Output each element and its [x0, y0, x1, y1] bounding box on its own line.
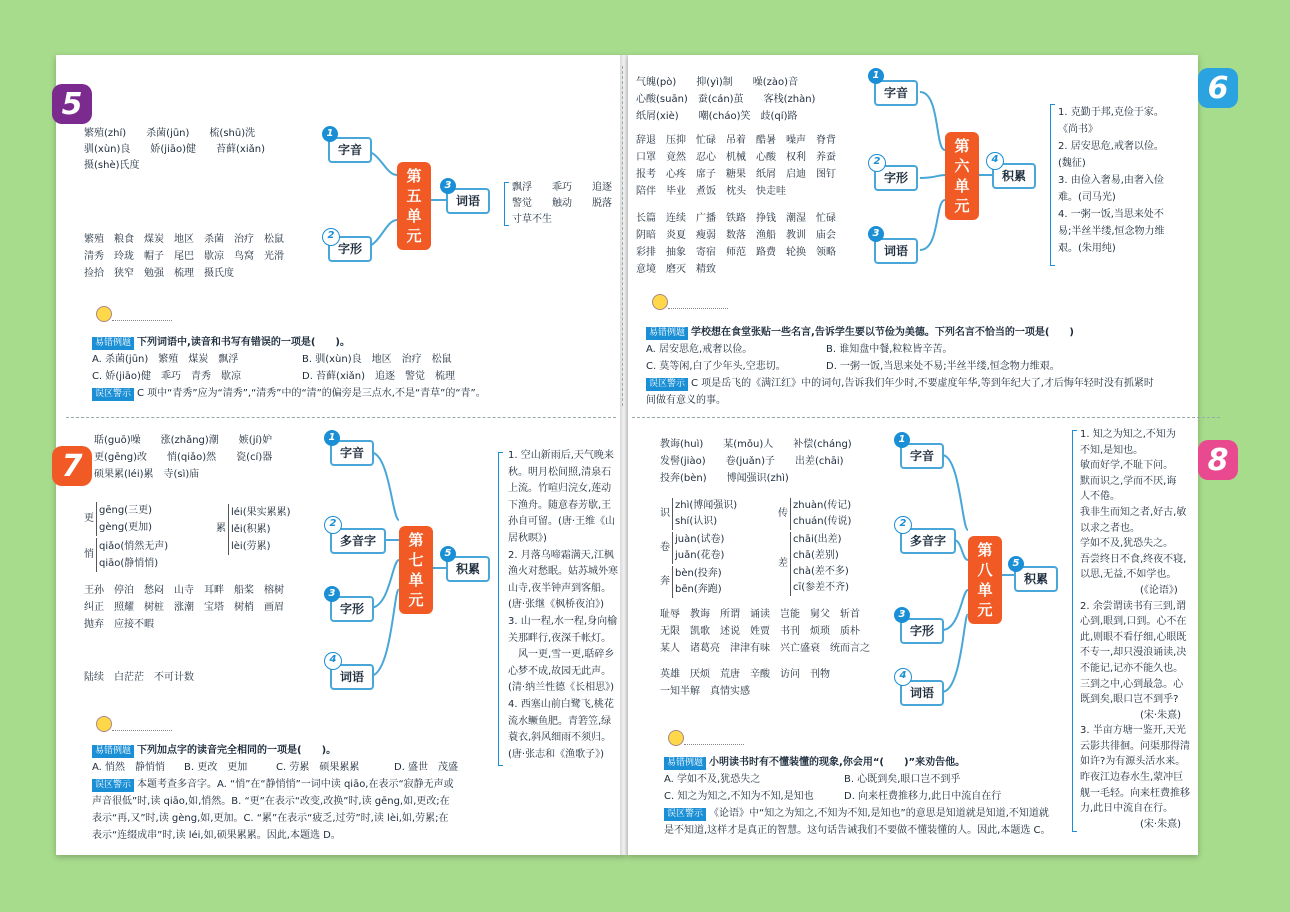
unit8-node-polyphone: 多音字 [900, 528, 956, 554]
badge-5: 5 [1008, 556, 1024, 572]
unit5-hub: 第五单元 [397, 162, 431, 250]
unit7-node-shape: 字形 [330, 596, 374, 622]
unit6-words-list: 长篇 连续 广播 铁路 挣钱 潮湿 忙碌 阴暗 炎夏 瘦弱 数落 渔船 教训 庙会 彩排 抽象 寄宿 师范 路费 轮换 领略 意境 磨灭 精致 [636, 213, 836, 275]
bracket [1050, 104, 1055, 266]
badge-1: 1 [324, 430, 340, 446]
wave-decoration [668, 302, 728, 309]
unit8-words-list: 英雄 厌烦 荒唐 辛酸 访问 刊物 一知半解 真情实感 [660, 669, 830, 697]
unit8-number: 8 [1198, 440, 1238, 480]
unit6-accumulation-text: 1. 克勤于邦,克俭于家。 《尚书》 2. 居安思危,戒奢以俭。 (魏征) 3. 由俭入奢易,由奢入俭 难。(司马光) 4. 一粥一饭,当思来处不 易;半丝半缕,恒念物力维 艰。(朱用纯) [1058, 107, 1165, 254]
badge-1: 1 [868, 68, 884, 84]
badge-1: 1 [322, 126, 338, 142]
bracket [498, 452, 503, 766]
unit8-polyphones-right: 传 zhuàn(传记) chuán(传说) 差 chāi(出差) chā(差别) chà(差不多) cī(参差不齐) [778, 498, 851, 596]
unit5-error-example: 易错例题 下列词语中,读音和书写有错误的一项是( )。 A. 杀菌(jūn) 繁殖 煤炭 飘浮 B. 驯(xùn)良 地区 治疗 松鼠 C. 娇(jiāo)健 乖巧 青秀 歇凉 D. 苔藓(xiǎn) 追逐 警觉 梳理 误区警示 C 项中“青秀”应为“清秀”,“清秀”中的“清”的偏旁是三点水,不是“青草”的“青”。 [92, 337, 486, 399]
unit6-shape-list: 辞退 压抑 忙碌 吊着 酷暑 噪声 脊背 口罩 竟然 忍心 机械 心酸 权利 养蚕 报考 心疼 席子 糖果 纸屑 启迪 图钉 陪伴 毕业 煮饭 枕头 快走哇 [636, 135, 836, 197]
divider [66, 417, 616, 418]
badge-2: 2 [324, 516, 342, 534]
unit5-node-pronunciation: 字音 [328, 137, 372, 163]
wave-decoration [112, 724, 172, 731]
badge-2: 2 [894, 516, 912, 534]
badge-3: 3 [324, 586, 340, 602]
unit8-polyphones-left: 识 zhì(博闻强识) shí(认识) 卷 juàn(试卷) juǎn(花卷) 奔 bèn(投奔) bēn(奔跑) [660, 498, 737, 598]
unit6-node-accumulation: 积累 [992, 163, 1036, 189]
unit5-number: 5 [52, 84, 92, 124]
unit8-hub: 第八单元 [968, 536, 1002, 624]
unit8-node-accumulation: 积累 [1014, 566, 1058, 592]
unit7-node-polyphone: 多音字 [330, 528, 386, 554]
unit6-node-shape: 字形 [874, 165, 918, 191]
badge-1: 1 [894, 432, 910, 448]
unit8-node-words: 词语 [900, 680, 944, 706]
unit5-pronunciation-list: 繁殖(zhí) 杀菌(jūn) 梳(shū)洗 驯(xùn)良 娇(jiāo)健 苔藓(xiǎn) 摄(shè)氏度 [84, 128, 265, 171]
unit6-error-example: 易错例题 学校想在食堂张贴一些名言,告诉学生要以节俭为美德。下列名言不恰当的一项是( ) A. 居安思危,戒奢以俭。 B. 谁知盘中餐,粒粒皆辛苦。 C. 莫等闲,白了少年头,空悲切。 D. 一粥一饭,当思来处不易;半丝半缕,恒念物力维艰。 误区警示 C 项是岳飞的《满江红》中的词句,告诉我们年少时,不要虚度年华,等到年纪大了,才后悔年轻时没有抓紧时 间做有意义的事。 [646, 327, 1154, 406]
badge-4: 4 [986, 152, 1004, 170]
badge-2: 2 [322, 228, 340, 246]
unit7-hub: 第七单元 [399, 526, 433, 614]
unit6-hub: 第六单元 [945, 132, 979, 220]
unit5-shape-list: 繁殖 粮食 煤炭 地区 杀菌 治疗 松鼠 清秀 玲珑 帽子 尾巴 歇凉 鸟窝 光滑 捡拾 狭窄 勉强 梳理 摄氏度 [84, 234, 284, 279]
unit7-node-words: 词语 [330, 664, 374, 690]
divider [632, 417, 1220, 418]
bracket [504, 182, 509, 226]
divider [622, 66, 623, 406]
badge-3: 3 [894, 607, 910, 623]
lightbulb-icon [96, 306, 112, 322]
unit6-pronunciation-list: 气魄(pò) 抑(yì)制 噪(zào)音 心酸(suān) 蚕(cán)茧 客栈(zhàn) 纸屑(xiè) 嘲(cháo)笑 歧(qí)路 [636, 77, 816, 122]
wave-decoration [684, 738, 744, 745]
unit7-polyphone-geng: 更 gēng(三更) gèng(更加) 悄 qiǎo(悄然无声) qiāo(静悄悄) [84, 502, 168, 572]
unit6-node-words: 词语 [874, 238, 918, 264]
unit7-polyphone-lei: 累 léi(果实累累) lěi(积累) lèi(劳累) [216, 504, 291, 555]
unit8-error-example: 易错例题 小明读书时有不懂装懂的现象,你会用“( )”来劝告他。 A. 学如不及,犹恐失之 B. 心既到矣,眼口岂不到乎 C. 知之为知之,不知为不知,是知也 D. 向来枉费推移力,此日中流自在行 误区警示 《论语》中“知之为知之,不知为不知,是知也”的意思是知道就是知道,不知道就 是不知道,这样才是真正的智慧。这句话告诫我们不要做不懂装懂的人。因此,本题选 C。 [664, 757, 1051, 836]
unit5-words-list: 飘浮 乖巧 追逐 警觉 触动 脱落 寸草不生 [512, 182, 612, 225]
unit7-error-example: 易错例题 下列加点字的读音完全相同的一项是( )。 A. 悄然 静悄悄 B. 更改 更加 C. 劳累 硕果累累 D. 盛世 茂盛 误区警示 本题考查多音字。A. “悄”在“静悄悄”一词中读 qiāo,在表示“寂静无声或 声音很低”时,读 qiāo,如,悄然。B. “更”在表示“改变,改换”时,读 gēng,如,更改;在 表示“再,又”时,读 gèng,如,更加。C. “累”在表示“疲乏,过劳”时,读 lèi,如,劳累;在 表示“连缀成串”时,读 léi,如,硕果累累。因此,本题选 D。 [92, 745, 459, 841]
unit8-accumulation-text: 1. 知之为知之,不知为 不知,是知也。 敏而好学,不耻下问。 默而识之,学而不厌,诲 人不倦。 我非生而知之者,好古,敏 以求之者也。 学如不及,犹恐失之。 吾尝终日不食,终夜不寝, 以思,无益,不如学也。 (《论语》) 2. 余尝谓读书有三到,谓 心到,眼到,口到。心不在 此,则眼不看仔细,心眼既 不专一,却只漫浪诵读,决 不能记,记亦不能久也。 三到之中,心到最急。心 既到矣,眼口岂不到乎? (宋·朱熹) 3. 半亩方塘一鉴开,天光 云影共徘徊。问渠那得清 如许?为有源头活水来。 昨夜江边春水生,蒙冲巨 舰一毛轻。向来枉费推移 力,此日中流自在行。 (宋·朱熹) [1080, 429, 1190, 830]
unit7-shape-list: 王孙 停泊 愁闷 山寺 耳畔 船桨 榕树 纠正 照耀 树桩 涨潮 宝塔 树梢 画眉 抛弃 应接不暇 [84, 585, 284, 630]
unit6-node-pronunciation: 字音 [874, 80, 918, 106]
unit6-number: 6 [1198, 68, 1238, 108]
unit7-words-list: 陆续 白茫茫 不可计数 [84, 672, 194, 683]
badge-3: 3 [868, 226, 884, 242]
unit8-node-shape: 字形 [900, 618, 944, 644]
badge-4: 4 [324, 652, 342, 670]
badge-2: 2 [868, 154, 886, 172]
unit8-node-pronunciation: 字音 [900, 443, 944, 469]
unit5-node-shape: 字形 [328, 236, 372, 262]
unit5-node-words: 词语 [446, 188, 490, 214]
lightbulb-icon [96, 716, 112, 732]
unit7-node-pronunciation: 字音 [330, 440, 374, 466]
unit7-node-accumulation: 积累 [446, 556, 490, 582]
wave-decoration [112, 314, 172, 321]
unit7-accumulation-text: 1. 空山新雨后,天气晚来 秋。明月松间照,清泉石 上流。竹喧归浣女,莲动 下渔舟。随意春芳歇,王 孙自可留。(唐·王维《山 居秋暝》) 2. 月落乌啼霜满天,江枫 渔火对愁眠。姑苏城外寒 山寺,夜半钟声到客船。 (唐·张继《枫桥夜泊》) 3. 山一程,水一程,身向榆 关那畔行,夜深千帐灯。 风一更,雪一更,聒碎乡 心梦不成,故园无此声。 (清·纳兰性德《长相思》) 4. 西塞山前白鹭飞,桃花 流水鳜鱼肥。青箬笠,绿 蓑衣,斜风细雨不须归。 (唐·张志和《渔歌子》) [508, 450, 618, 760]
badge-5: 5 [440, 546, 456, 562]
unit7-pronunciation-list: 聒(guō)噪 涨(zhǎng)潮 嫉(jí)妒 更(gēng)改 悄(qiǎo)然 瓷(cí)器 硕果累(léi)累 寺(sì)庙 [94, 435, 273, 480]
badge-4: 4 [894, 668, 912, 686]
unit7-number: 7 [52, 446, 92, 486]
unit8-pronunciation-list: 教诲(huì) 某(mǒu)人 补偿(cháng) 发髻(jiào) 卷(juǎn)子 出差(chāi) 投奔(bèn) 博闻强识(zhì) [660, 439, 852, 484]
unit8-shape-list: 耻辱 教诲 所谓 诵读 岂能 舅父 斩首 无限 凯歌 述说 姓贾 书刊 烦琐 质朴 某人 诸葛亮 津津有味 兴亡盛衰 统而言之 [660, 609, 870, 654]
lightbulb-icon [652, 294, 668, 310]
badge-3: 3 [440, 178, 456, 194]
lightbulb-icon [668, 730, 684, 746]
